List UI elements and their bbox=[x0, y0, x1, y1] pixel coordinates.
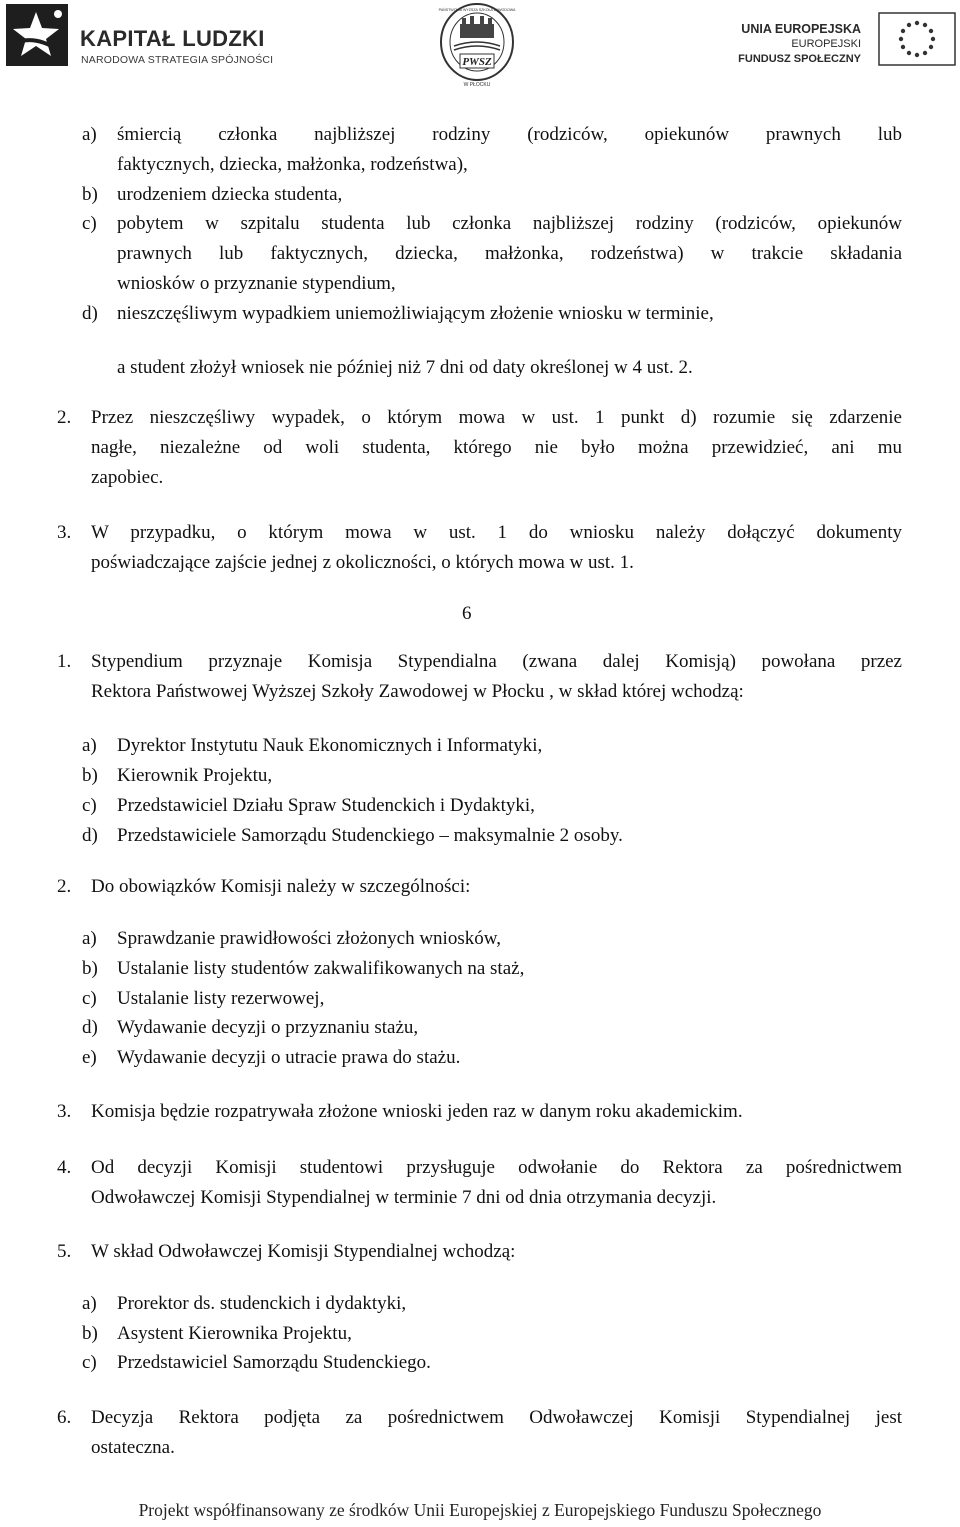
eu-flag-icon bbox=[878, 12, 956, 66]
list-label: b) bbox=[82, 184, 98, 205]
list-label: d) bbox=[82, 825, 98, 846]
eu-logo bbox=[738, 12, 956, 70]
paragraph-line: Przez nieszczęśliwy wypadek, o którym mowa w ust. 1 punkt d) rozumie się zdarzenie bbox=[91, 407, 902, 428]
list-label: d) bbox=[82, 303, 98, 324]
list-item: Przedstawiciele Samorządu Studenckiego – maksymalnie 2 osoby. bbox=[117, 825, 623, 846]
paragraph-line: Komisja będzie rozpatrywała złożone wnioski jeden raz w danym roku akademickim. bbox=[91, 1101, 743, 1122]
point-number: 1. bbox=[57, 651, 72, 672]
list-label: b) bbox=[82, 1323, 98, 1344]
point-number: 2. bbox=[57, 876, 72, 897]
pwsz-top-text: PAŃSTWOWA WYŻSZA SZKOŁA ZAWODOWA bbox=[438, 8, 516, 12]
paragraph-line: nagłe, niezależne od woli studenta, którego nie było można przewidzieć, ani mu bbox=[91, 437, 902, 458]
list1-tail: a student złożył wniosek nie później niż 7 dni od daty określonej w 4 ust. 2. bbox=[117, 357, 693, 378]
paragraph-line: ostateczna. bbox=[91, 1437, 175, 1458]
paragraph-line: Stypendium przyznaje Komisja Stypendialna (zwana dalej Komisją) powołana przez bbox=[91, 651, 902, 672]
list-label: b) bbox=[82, 765, 98, 786]
list-label: b) bbox=[82, 958, 98, 979]
list-label: a) bbox=[82, 1293, 97, 1314]
list-item-line: prawnych lub faktycznych, dziecka, małżonka, rodzeństwa) w trakcie składania bbox=[117, 243, 902, 264]
list-label: a) bbox=[82, 124, 97, 145]
kapital-ludzki-logo bbox=[6, 4, 274, 68]
point-number: 5. bbox=[57, 1241, 72, 1262]
kapital-ludzki-subtitle: NARODOWA STRATEGIA SPÓJNOŚCI bbox=[81, 54, 274, 66]
paragraph-line: Od decyzji Komisji studentowi przysługuje odwołanie do Rektora za pośrednictwem bbox=[91, 1157, 902, 1178]
pwsz-logo bbox=[438, 2, 516, 88]
paragraph-line: Do obowiązków Komisji należy w szczególności: bbox=[91, 876, 471, 897]
pwsz-emblem-icon bbox=[438, 2, 516, 88]
list-label: d) bbox=[82, 1017, 98, 1038]
eu-line2: EUROPEJSKI bbox=[791, 38, 861, 50]
list-label: a) bbox=[82, 928, 97, 949]
list-label: c) bbox=[82, 213, 97, 234]
eu-line3: FUNDUSZ SPOŁECZNY bbox=[738, 53, 861, 65]
list-item: Przedstawiciel Samorządu Studenckiego. bbox=[117, 1352, 431, 1373]
paragraph-line: Odwoławczej Komisji Stypendialnej w terminie 7 dni od dnia otrzymania decyzji. bbox=[91, 1187, 717, 1208]
list-item-line: nieszczęśliwym wypadkiem uniemożliwiającym złożenie wniosku w terminie, bbox=[117, 303, 714, 324]
point-number: 4. bbox=[57, 1157, 72, 1178]
list-label: c) bbox=[82, 988, 97, 1009]
list-item-line: wniosków o przyznanie stypendium, bbox=[117, 273, 396, 294]
kapital-ludzki-title: KAPITAŁ LUDZKI bbox=[80, 26, 265, 51]
list-item: Ustalanie listy studentów zakwalifikowanych na staż, bbox=[117, 958, 525, 979]
list-item: Wydawanie decyzji o przyznaniu stażu, bbox=[117, 1017, 419, 1038]
pwsz-logo-text: PWSZ bbox=[462, 56, 492, 68]
kapital-ludzki-star-icon bbox=[6, 4, 68, 66]
list-item: Dyrektor Instytutu Nauk Ekonomicznych i Informatyki, bbox=[117, 735, 543, 756]
list-item: Prorektor ds. studenckich i dydaktyki, bbox=[117, 1293, 407, 1314]
page-footer: Projekt współfinansowany ze środków Unii Europejskiej z Europejskiego Funduszu Społecznego bbox=[138, 1500, 822, 1520]
list-label: c) bbox=[82, 795, 97, 816]
list-item-line: pobytem w szpitalu studenta lub członka najbliższej rodziny (rodziców, opiekunów bbox=[117, 213, 902, 234]
list-item: Przedstawiciel Działu Spraw Studenckich i Dydaktyki, bbox=[117, 795, 535, 816]
list-item: Wydawanie decyzji o utracie prawa do stażu. bbox=[117, 1047, 461, 1068]
list-item: Sprawdzanie prawidłowości złożonych wniosków, bbox=[117, 928, 501, 949]
list-label: c) bbox=[82, 1352, 97, 1373]
list-item: Asystent Kierownika Projektu, bbox=[117, 1323, 352, 1344]
paragraph-line: Decyzja Rektora podjęta za pośrednictwem Odwoławczej Komisji Stypendialnej jest bbox=[91, 1407, 902, 1428]
list-item-line: urodzeniem dziecka studenta, bbox=[117, 184, 343, 205]
list-item-line: śmiercią członka najbliższej rodziny (rodziców, opiekunów prawnych lub bbox=[117, 124, 902, 145]
pwsz-bottom-text: W PŁOCKU bbox=[463, 82, 491, 88]
paragraph-line: Rektora Państwowej Wyższej Szkoły Zawodowej w Płocku , w skład której wchodzą: bbox=[91, 681, 744, 702]
list-label: a) bbox=[82, 735, 97, 756]
point-number: 3. bbox=[57, 522, 72, 543]
paragraph-line: zapobiec. bbox=[91, 467, 164, 488]
point-number: 2. bbox=[57, 407, 72, 428]
eu-line1: UNIA EUROPEJSKA bbox=[741, 22, 861, 36]
list-item-line: faktycznych, dziecka, małżonka, rodzeństwa), bbox=[117, 154, 468, 175]
list-label: e) bbox=[82, 1047, 97, 1068]
list-item: Kierownik Projektu, bbox=[117, 765, 273, 786]
paragraph-line: W przypadku, o którym mowa w ust. 1 do wniosku należy dołączyć dokumenty bbox=[91, 522, 902, 543]
point-number: 6. bbox=[57, 1407, 72, 1428]
paragraph-line: poświadczające zajście jednej z okoliczności, o których mowa w ust. 1. bbox=[91, 552, 634, 573]
point-number: 3. bbox=[57, 1101, 72, 1122]
list-item: Ustalanie listy rezerwowej, bbox=[117, 988, 325, 1009]
section-heading: 6 bbox=[462, 603, 472, 624]
paragraph-line: W skład Odwoławczej Komisji Stypendialnej wchodzą: bbox=[91, 1241, 516, 1262]
